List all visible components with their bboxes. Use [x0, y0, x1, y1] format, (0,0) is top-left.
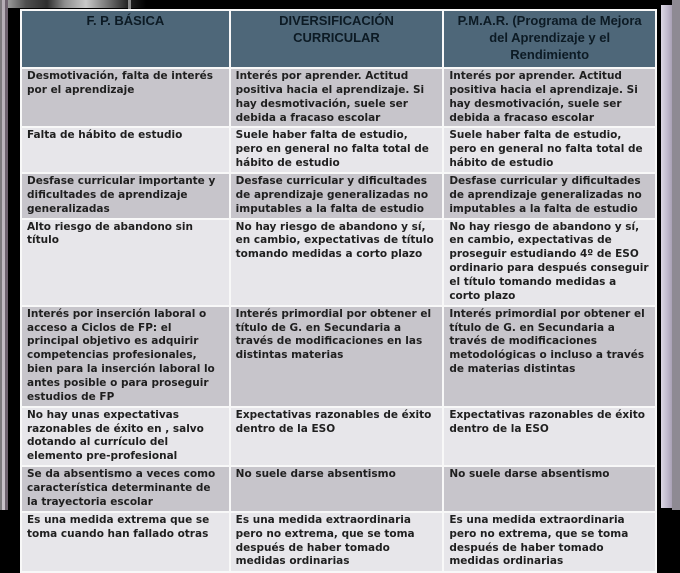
table-row	[22, 307, 655, 406]
table-cell: Interés primordial por obtener el título de G. en Secundaria a través de modificaciones metodológicas o incluso a través de materias distintas	[444, 307, 655, 406]
column-header-fp-basica: F. P. BÁSICA	[22, 11, 229, 67]
table-cell: Es una medida extraordinaria pero no extrema, que se toma después de haber tomado medidas ordinarias	[444, 513, 655, 571]
table-row	[22, 220, 655, 305]
frame-left-dark-strip	[5, 0, 8, 510]
table-cell: Expectativas razonables de éxito dentro de la ESO	[231, 408, 443, 465]
header-row	[22, 11, 655, 67]
table-cell: Interés por inserción laboral o acceso a Ciclos de FP: el principal objetivo es adquirir competencias profesionales, bien para la inserción laboral lo antes posible o para proseguir estudios de FP	[22, 307, 229, 406]
table-cell: No suele darse absentismo	[444, 467, 655, 511]
table-cell: No hay riesgo de abandono y sí, en cambio, expectativas de proseguir estudiando 4º de ESO ordinario para después conseguir el título tomando medidas a corto plazo	[444, 220, 655, 305]
frame-right-edge	[672, 0, 680, 510]
comparison-table-container	[20, 9, 657, 573]
slide-page-edge	[661, 5, 672, 508]
table-row	[22, 513, 655, 571]
table-cell: No hay unas expectativas razonables de éxito en , salvo dotando al currículo del elemento pre-profesional	[22, 408, 229, 465]
table-cell: No suele darse absentismo	[231, 467, 443, 511]
column-header-diversificacion: DIVERSIFICACIÓN CURRICULAR	[231, 11, 443, 67]
table-row	[22, 174, 655, 218]
table-row	[22, 408, 655, 465]
table-cell: Se da absentismo a veces como característica determinante de la trayectoria escolar	[22, 467, 229, 511]
table-cell: Interés por aprender. Actitud positiva hacia el aprendizaje. Si hay desmotivación, suele ser debida a fracaso escolar	[231, 69, 443, 126]
table-cell: Desfase curricular y dificultades de aprendizaje generalizadas no imputables a la falta de estudio	[444, 174, 655, 218]
frame-top-smudge	[8, 0, 158, 8]
table-cell: Interés primordial por obtener el título de G. en Secundaria a través de modificaciones en las distintas materias	[231, 307, 443, 406]
table-row	[22, 69, 655, 126]
table-cell: Interés por aprender. Actitud positiva hacia el aprendizaje. Si hay desmotivación, suele ser debida a fracaso escolar	[444, 69, 655, 126]
table-cell: No hay riesgo de abandono y sí, en cambio, expectativas de título tomando medidas a corto plazo	[231, 220, 443, 305]
table-row	[22, 467, 655, 511]
table-cell: Expectativas razonables de éxito dentro de la ESO	[444, 408, 655, 465]
table-row	[22, 128, 655, 172]
table-cell: Desfase curricular importante y dificultades de aprendizaje generalizadas	[22, 174, 229, 218]
table-cell: Falta de hábito de estudio	[22, 128, 229, 172]
comparison-table	[20, 9, 657, 573]
column-header-pmar: P.M.A.R. (Programa de Mejora del Aprendizaje y el Rendimiento	[444, 11, 655, 67]
table-cell: Suele haber falta de estudio, pero en general no falta total de hábito de estudio	[231, 128, 443, 172]
table-cell: Suele haber falta de estudio, pero en general no falta total de hábito de estudio	[444, 128, 655, 172]
table-cell: Es una medida extrema que se toma cuando han fallado otras	[22, 513, 229, 571]
table-cell: Desfase curricular y dificultades de aprendizaje generalizadas no imputables a la falta de estudio	[231, 174, 443, 218]
table-cell: Alto riesgo de abandono sin título	[22, 220, 229, 305]
table-cell: Es una medida extraordinaria pero no extrema, que se toma después de haber tomado medidas ordinarias	[231, 513, 443, 571]
table-cell: Desmotivación, falta de interés por el aprendizaje	[22, 69, 229, 126]
